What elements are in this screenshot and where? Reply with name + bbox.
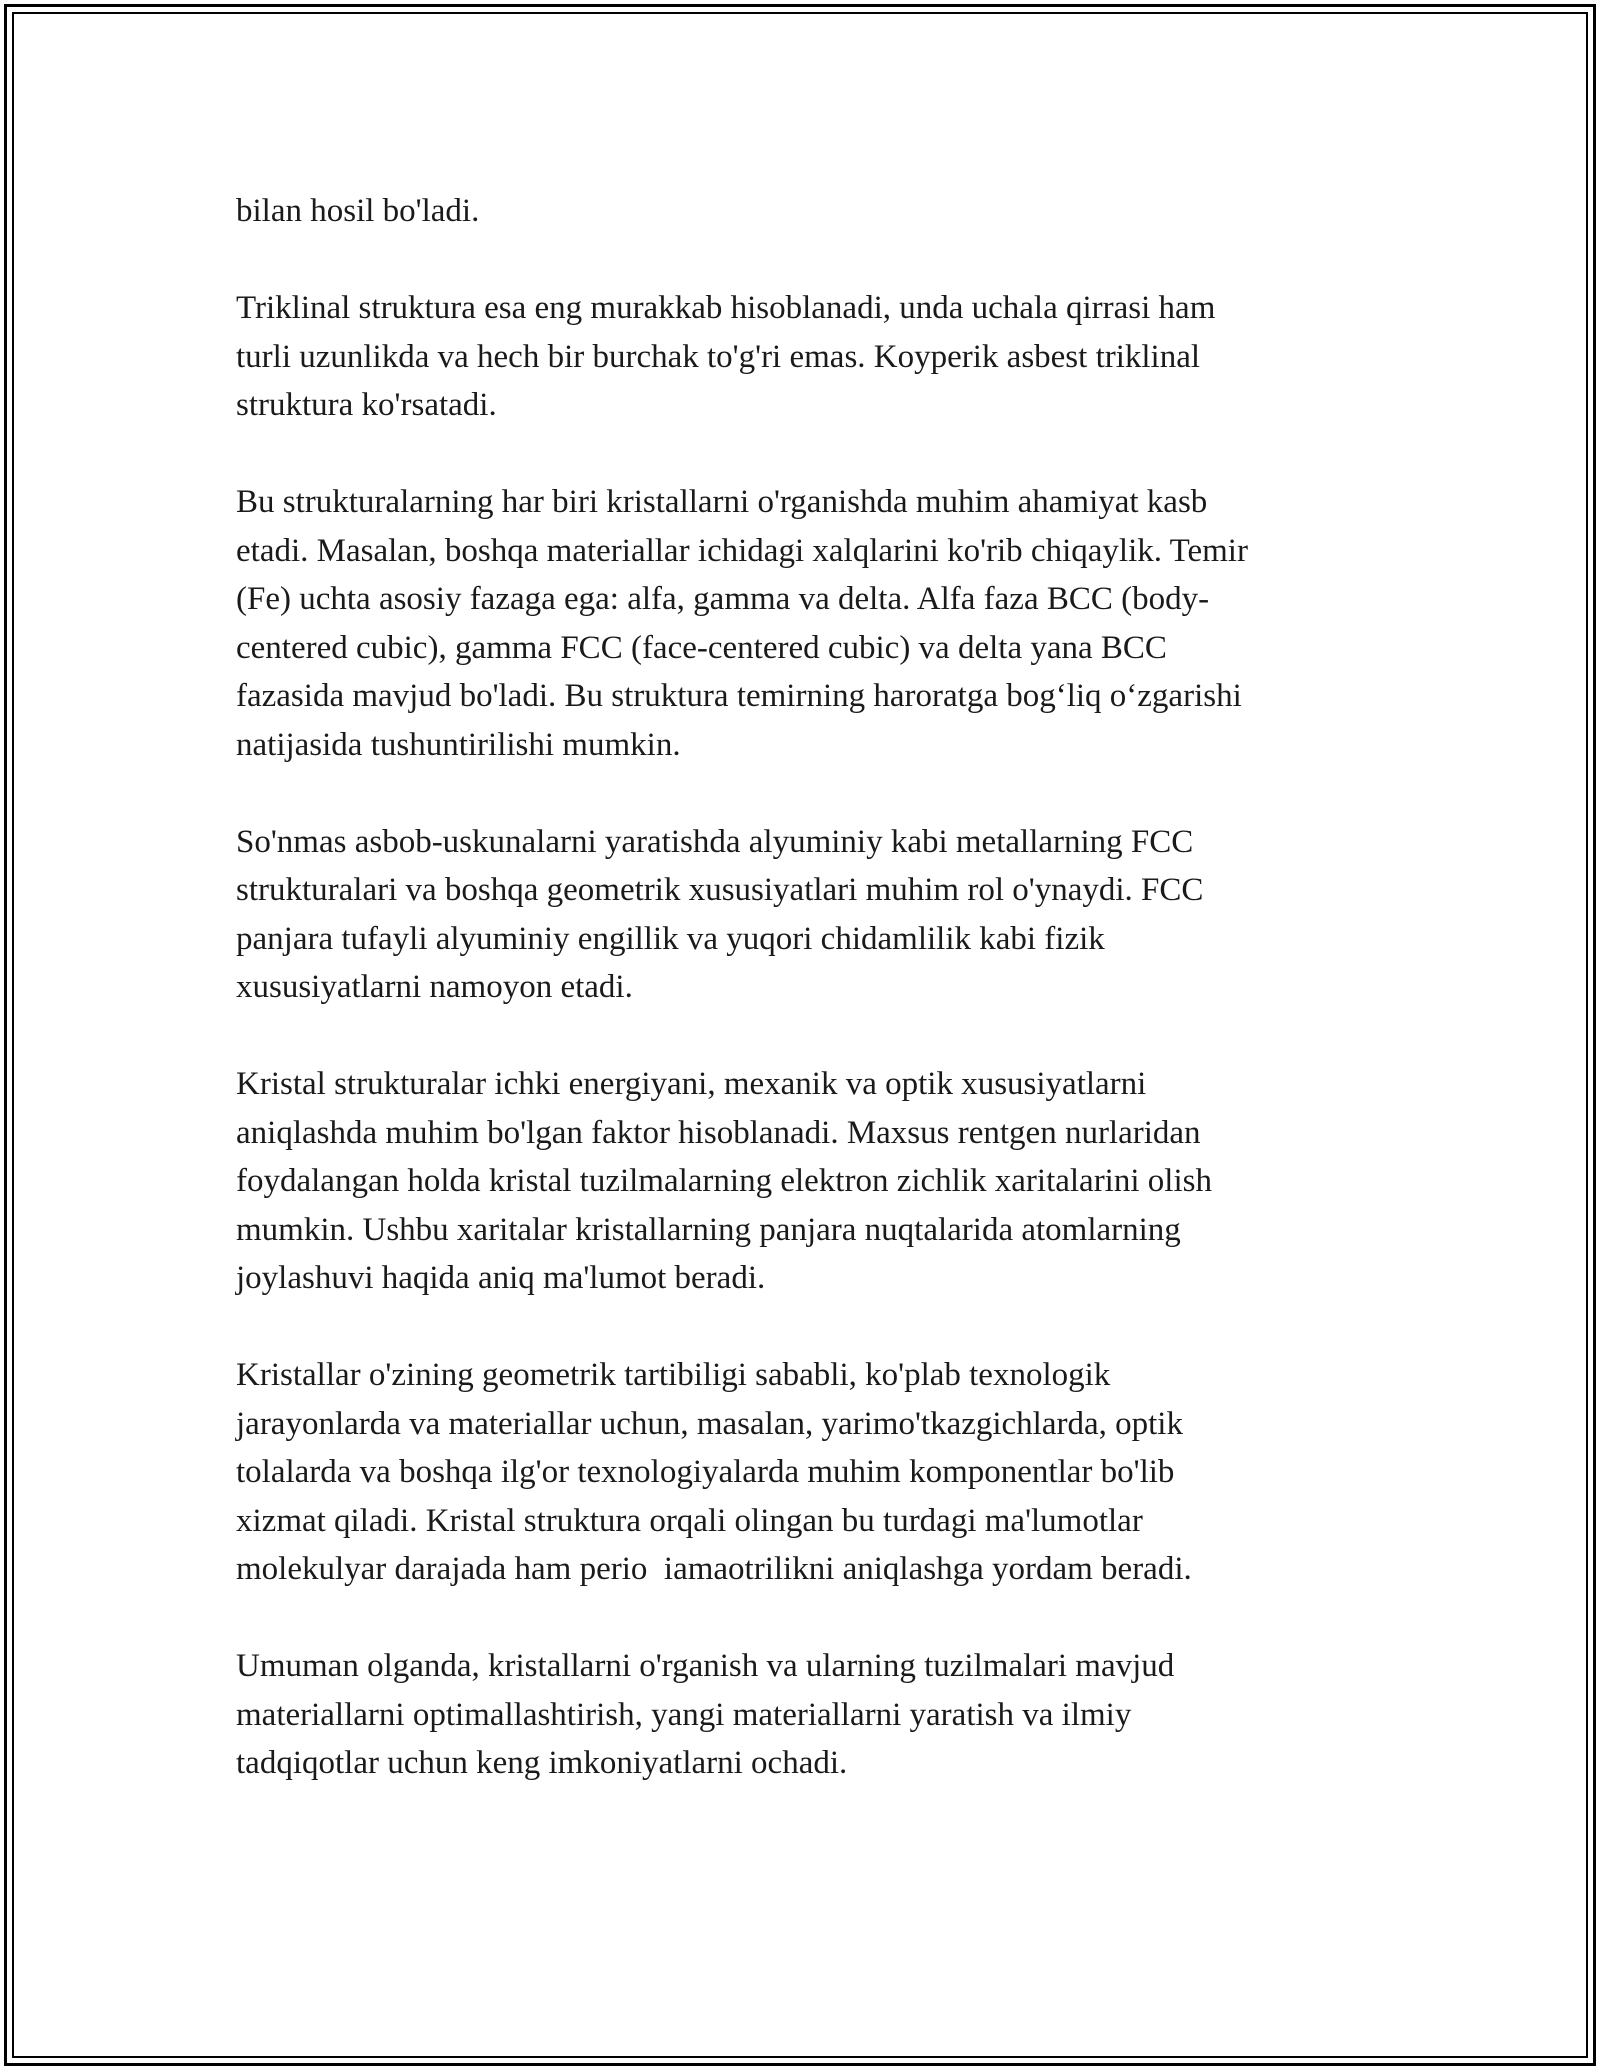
paragraph-4	[236, 818, 1376, 1012]
text-line: tolalarda va boshqa ilg'or texnologiyalarda muhim komponentlar bo'lib	[236, 1454, 1175, 1490]
paragraph-7	[236, 1642, 1376, 1788]
text-line: bilan hosil bo'ladi.	[236, 193, 480, 229]
text-line: struktura ko'rsatadi.	[236, 387, 497, 423]
text-line: jarayonlarda va materiallar uchun, masalan, yarimo'tkazgichlarda, optik	[236, 1405, 1183, 1442]
text-line: foydalangan holda kristal tuzilmalarning elektron zichlik xaritalarini olish	[236, 1163, 1212, 1199]
text-line: Triklinal struktura esa eng murakkab hisoblanadi, unda uchala qirrasi ham	[236, 290, 1216, 326]
text-line: (Fe) uchta asosiy fazaga ega: alfa, gamma va delta. Alfa faza BCC (body-	[236, 581, 1210, 617]
text-line: mumkin. Ushbu xaritalar kristallarning panjara nuqtalarida atomlarning	[236, 1211, 1181, 1248]
document-body	[236, 187, 1376, 1836]
paragraph-6	[236, 1351, 1376, 1594]
text-line: materiallarni optimallashtirish, yangi materiallarni yaratish va ilmiy	[236, 1696, 1132, 1733]
text-line: centered cubic), gamma FCC (face-centered cubic) va delta yana BCC	[236, 629, 1167, 666]
paragraph-3	[236, 478, 1376, 769]
text-line: aniqlashda muhim bo'lgan faktor hisoblanadi. Maxsus rentgen nurlaridan	[236, 1114, 1201, 1151]
paragraph-5	[236, 1060, 1376, 1303]
paragraph-1	[236, 187, 1376, 236]
text-line: Kristal strukturalar ichki energiyani, mexanik va optik xususiyatlarni	[236, 1066, 1147, 1102]
text-line: panjara tufayli alyuminiy engillik va yuqori chidamlilik kabi fizik	[236, 920, 1105, 957]
text-line: joylashuvi haqida aniq ma'lumot beradi.	[236, 1260, 766, 1296]
text-line: Umuman olganda, kristallarni o'rganish va ularning tuzilmalari mavjud	[236, 1648, 1175, 1684]
text-line: molekulyar darajada ham perio iamaotrilikni aniqlashga yordam beradi.	[236, 1551, 1192, 1587]
text-line: So'nmas asbob-uskunalarni yaratishda alyuminiy kabi metallarning FCC	[236, 823, 1194, 860]
text-line: tadqiqotlar uchun keng imkoniyatlarni ochadi.	[236, 1745, 848, 1781]
text-line: turli uzunlikda va hech bir burchak to'g'ri emas. Koyperik asbest triklinal	[236, 338, 1201, 375]
paragraph-2	[236, 284, 1376, 430]
text-line: fazasida mavjud bo'ladi. Bu struktura temirning haroratga bog‘liq o‘zgarishi	[236, 678, 1242, 714]
text-line: xususiyatlarni namoyon etadi.	[236, 969, 633, 1005]
text-line: etadi. Masalan, boshqa materiallar ichidagi xalqlarini ko'rib chiqaylik. Temir	[236, 532, 1248, 569]
text-line: strukturalari va boshqa geometrik xususiyatlari muhim rol o'ynaydi. FCC	[236, 872, 1204, 908]
text-line: Bu strukturalarning har biri kristallarni o'rganishda muhim ahamiyat kasb	[236, 484, 1208, 520]
text-line: natijasida tushuntirilishi mumkin.	[236, 726, 681, 763]
text-line: Kristallar o'zining geometrik tartibiligi sababli, ko'plab texnologik	[236, 1357, 1111, 1393]
text-line: xizmat qiladi. Kristal struktura orqali olingan bu turdagi ma'lumotlar	[236, 1502, 1143, 1539]
